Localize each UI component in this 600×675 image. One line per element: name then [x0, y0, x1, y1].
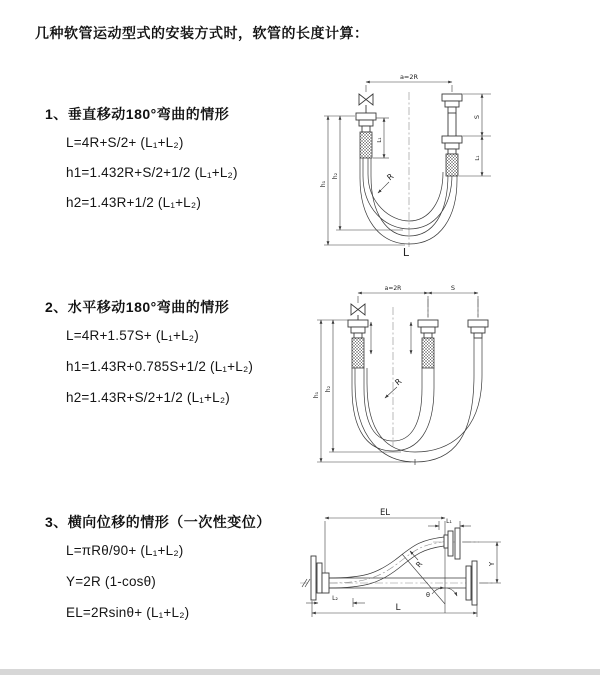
scan-edge-strip: [0, 669, 600, 675]
dimension-lines: [324, 82, 491, 245]
dim-label-h1: h₁: [313, 391, 320, 399]
valve-icon: [351, 304, 365, 315]
dim-label-el: EL: [379, 508, 391, 518]
dim-label-h1: h₁: [320, 180, 327, 188]
dim-label-l1: L₁: [446, 518, 452, 525]
dim-label-a2r: a=2R: [399, 73, 419, 81]
section-3-formula-Y: Y=2R (1-cosθ): [66, 574, 157, 589]
left-pipe-fitting: [348, 304, 368, 368]
radius-label: R: [385, 171, 396, 183]
section-1-heading: 1、垂直移动180°弯曲的情形: [45, 106, 230, 122]
hose-s-curve: [329, 537, 448, 588]
dim-label-s: S: [473, 114, 481, 120]
middle-pipe-fitting: [418, 320, 438, 368]
diagram-2-horizontal-bend: [303, 283, 593, 468]
valve-icon: [359, 94, 373, 105]
length-label: L: [395, 603, 401, 613]
theta-label: θ: [426, 591, 430, 599]
hose-curves: [360, 158, 457, 244]
top-right-flange-fitting: [444, 528, 460, 559]
right-pipe-fitting: [442, 94, 462, 176]
diagram-3-lateral-displacement: [298, 500, 595, 668]
left-flange-fitting: [311, 556, 329, 600]
hose-curves: [352, 338, 482, 465]
dim-label-l1-right: L₁: [475, 155, 481, 161]
braided-hose-section: [360, 132, 372, 158]
dim-label-h2: h₂: [332, 172, 339, 180]
braided-hose-section: [352, 338, 364, 368]
section-1-formula-h2: h2=1.43R+1/2 (L₁+L₂): [66, 195, 202, 210]
dim-label-a2r: a=2R: [384, 285, 402, 292]
dim-label-l2: L₂: [332, 595, 338, 602]
radius-label: R: [393, 376, 404, 388]
diagram-1-vertical-bend: [305, 66, 595, 262]
dim-label-y: Y: [488, 561, 496, 567]
length-label: L: [402, 246, 410, 259]
braided-hose-section: [446, 154, 458, 176]
left-pipe-fitting: [356, 94, 376, 158]
section-2-formula-h2: h2=1.43R+S/2+1/2 (L₁+L₂): [66, 390, 230, 405]
page-title: 几种软管运动型式的安装方式时，软管的长度计算：: [35, 25, 369, 41]
section-2-heading: 2、水平移动180°弯曲的情形: [45, 299, 230, 315]
dim-label-s: S: [450, 284, 456, 292]
section-1-formula-L: L=4R+S/2+ (L₁+L₂): [66, 135, 184, 150]
section-2-formula-h1: h1=1.43R+0.785S+1/2 (L₁+L₂): [66, 359, 254, 374]
section-3-formula-L: L=πRθ/90+ (L₁+L₂): [66, 543, 184, 558]
radius-label: R: [413, 559, 425, 570]
section-3-heading: 3、横向位移的情形（一次性变位）: [45, 514, 271, 530]
section-3-formula-EL: EL=2Rsinθ+ (L₁+L₂): [66, 605, 190, 620]
dim-label-h2: h₂: [325, 385, 332, 393]
section-1-formula-h1: h1=1.432R+S/2+1/2 (L₁+L₂): [66, 165, 238, 180]
dim-label-l1-left: L₁: [377, 137, 383, 143]
section-2-formula-L: L=4R+1.57S+ (L₁+L₂): [66, 328, 199, 343]
braided-hose-section: [422, 338, 434, 368]
right-pipe-fitting: [468, 320, 488, 338]
